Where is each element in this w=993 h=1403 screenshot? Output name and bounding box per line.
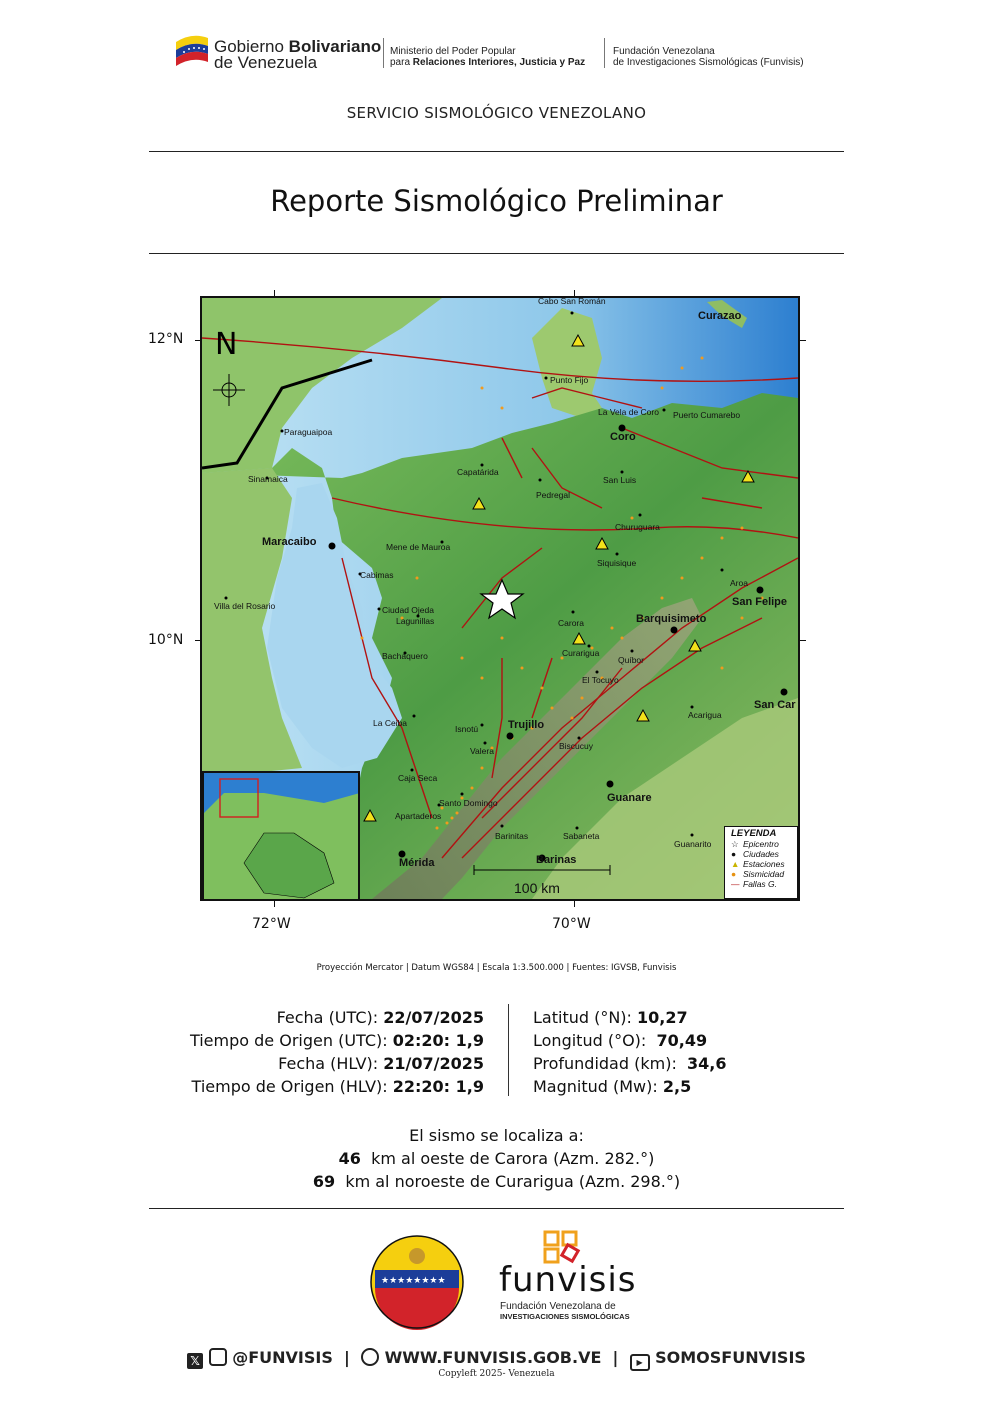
tick: [800, 640, 806, 641]
lat-label: 12°N: [148, 331, 184, 347]
city-label: Capatárida: [457, 467, 499, 477]
city-label: Sinamaica: [248, 474, 288, 484]
city-label: Acarigua: [688, 710, 722, 720]
info-divider: [508, 1004, 509, 1096]
city-label: Barinitas: [495, 831, 529, 841]
ministry-seal-graphic: [367, 1234, 467, 1330]
x-icon[interactable]: 𝕏: [187, 1353, 203, 1369]
city-label: Churuguara: [615, 522, 660, 532]
city-label: Biscucuy: [559, 741, 594, 751]
city-label: San Felipe: [732, 596, 788, 608]
location-line: 69 km al noroeste de Curarigua (Azm. 298.°): [312, 1172, 681, 1191]
triangle-icon: ▲: [731, 859, 740, 869]
funvisis-header: Fundación Venezolana de Investigaciones Sismológicas (Funvisis): [613, 46, 804, 68]
city-label: Santo Domingo: [439, 798, 498, 808]
city-label: Maracaibo: [262, 536, 317, 548]
legend-item-cities: ● Ciudades: [731, 849, 779, 859]
city-label: Bachaquero: [382, 651, 428, 661]
inset-map: [202, 771, 360, 901]
dot-icon: ●: [731, 849, 737, 859]
youtube-channel[interactable]: SOMOSFUNVISIS: [655, 1348, 806, 1367]
seismic-map: [200, 296, 800, 901]
divider: [149, 151, 844, 152]
city-label: Curarigua: [562, 648, 600, 658]
city-label: Quíbor: [618, 655, 644, 665]
page-title: Reporte Sismológico Preliminar: [270, 184, 723, 218]
event-times: [120, 1006, 484, 1098]
city-label: Mene de Mauroa: [386, 542, 451, 552]
info-row: Fecha (HLV): 21/07/2025: [278, 1054, 484, 1073]
city-label: Barinas: [536, 854, 577, 866]
city-label: Isnotú: [455, 724, 479, 734]
city-label: Puerto Cumarebo: [673, 410, 741, 420]
city-label: Lagunillas: [396, 616, 435, 626]
city-label: La Vela de Coro: [598, 407, 659, 417]
header-divider: [604, 38, 605, 68]
social-handle[interactable]: @FUNVISIS: [232, 1348, 333, 1367]
info-row: Fecha (UTC): 22/07/2025: [276, 1008, 484, 1027]
venezuela-flag-icon: [172, 28, 212, 68]
info-row: Tiempo de Origen (UTC): 02:20: 1,9: [189, 1031, 484, 1050]
star-icon: ☆: [731, 839, 739, 849]
city-label: Cabimas: [360, 570, 394, 580]
gobierno-logo: [172, 28, 212, 68]
gobierno-line1: Gobierno Bolivariano: [214, 37, 382, 56]
info-row: Latitud (°N): 10,27: [533, 1008, 688, 1027]
legend-item-stations: ▲ Estaciones: [731, 859, 785, 869]
svg-text:N: N: [215, 327, 238, 362]
tick: [800, 340, 806, 341]
header-divider: [383, 38, 384, 68]
inset-map-graphic: [204, 773, 360, 901]
globe-icon: [361, 1348, 379, 1366]
separator: |: [606, 1348, 624, 1367]
info-row: Longitud (°O): 70,49: [533, 1031, 708, 1050]
city-label: Paraguaipoa: [284, 427, 333, 437]
city-label: Villa del Rosario: [214, 601, 276, 611]
city-label: Guanarito: [674, 839, 712, 849]
legend-item-epicenter: ☆ Epicentro: [731, 839, 779, 849]
tick: [574, 901, 575, 907]
svg-text:★★★★★★★★: ★★★★★★★★: [381, 1276, 446, 1286]
city-label: Pedregal: [536, 490, 571, 500]
location-line: 46 km al oeste de Carora (Azm. 282.°): [338, 1149, 655, 1168]
divider: [149, 253, 844, 254]
location-intro: El sismo se localiza a:: [409, 1126, 584, 1145]
service-name: SERVICIO SISMOLÓGICO VENEZOLANO: [346, 104, 647, 122]
city-label: Curazao: [698, 310, 742, 322]
city-label: Mérida: [399, 857, 435, 869]
legend-item-seismicity: ● Sismicidad: [731, 869, 785, 879]
social-links: [0, 1348, 993, 1371]
funvisis-wordmark: funvisis: [499, 1260, 637, 1300]
funvisis-subtitle: Fundación Venezolana de INVESTIGACIONES SISMOLÓGICAS: [500, 1301, 630, 1321]
lon-label: 70°W: [552, 916, 591, 932]
city-label: Barquisimeto: [636, 613, 707, 625]
info-row: Profundidad (km): 34,6: [533, 1054, 727, 1073]
legend-item-faults: — Fallas G.: [731, 879, 778, 889]
website-link[interactable]: WWW.FUNVISIS.GOB.VE: [384, 1348, 602, 1367]
line-icon: —: [731, 879, 740, 889]
circle-icon: ●: [731, 869, 737, 879]
lat-label: 10°N: [148, 632, 184, 648]
tick: [274, 901, 275, 907]
location-description: [0, 1124, 993, 1193]
info-row: Magnitud (Mw): 2,5: [533, 1077, 692, 1096]
city-label: Cabo San Román: [538, 296, 606, 306]
info-row: Tiempo de Origen (HLV): 22:20: 1,9: [191, 1077, 484, 1096]
city-label: Trujillo: [508, 719, 545, 731]
city-label: Aroa: [730, 578, 748, 588]
city-label: Carora: [558, 618, 584, 628]
separator: |: [338, 1348, 356, 1367]
event-parameters: [533, 1006, 833, 1098]
city-label: Coro: [610, 431, 636, 443]
city-label: Punto Fijo: [550, 375, 589, 385]
scale-label: 100 km: [514, 880, 560, 896]
city-label: Apartaderos: [395, 811, 442, 821]
legend-title: LEYENDA: [731, 828, 777, 839]
gobierno-line2: de Venezuela: [214, 53, 318, 72]
city-label: Ciudad Ojeda: [382, 605, 434, 615]
city-label: Siquisique: [597, 558, 637, 568]
city-label: San Car: [754, 699, 796, 711]
city-label: La Ceiba: [373, 718, 408, 728]
lon-label: 72°W: [252, 916, 291, 932]
city-label: Guanare: [607, 792, 652, 804]
city-label: Sabaneta: [563, 831, 600, 841]
youtube-icon[interactable]: ▶: [630, 1354, 650, 1371]
projection-note: Proyección Mercator | Datum WGS84 | Escala 1:3.500.000 | Fuentes: IGVSB, Funvisis: [316, 963, 677, 973]
ministry-header: Ministerio del Poder Popular para Relaciones Interiores, Justicia y Paz: [390, 46, 586, 68]
city-label: Caja Seca: [398, 773, 438, 783]
city-label: San Luis: [603, 475, 637, 485]
ministry-seal: [367, 1234, 467, 1330]
city-label: Valera: [470, 746, 494, 756]
divider: [149, 1208, 844, 1209]
instagram-icon[interactable]: [209, 1348, 227, 1366]
copyleft: Copyleft 2025- Venezuela: [438, 1369, 555, 1379]
map-legend: [724, 826, 798, 899]
city-label: El Tocuyo: [582, 675, 619, 685]
